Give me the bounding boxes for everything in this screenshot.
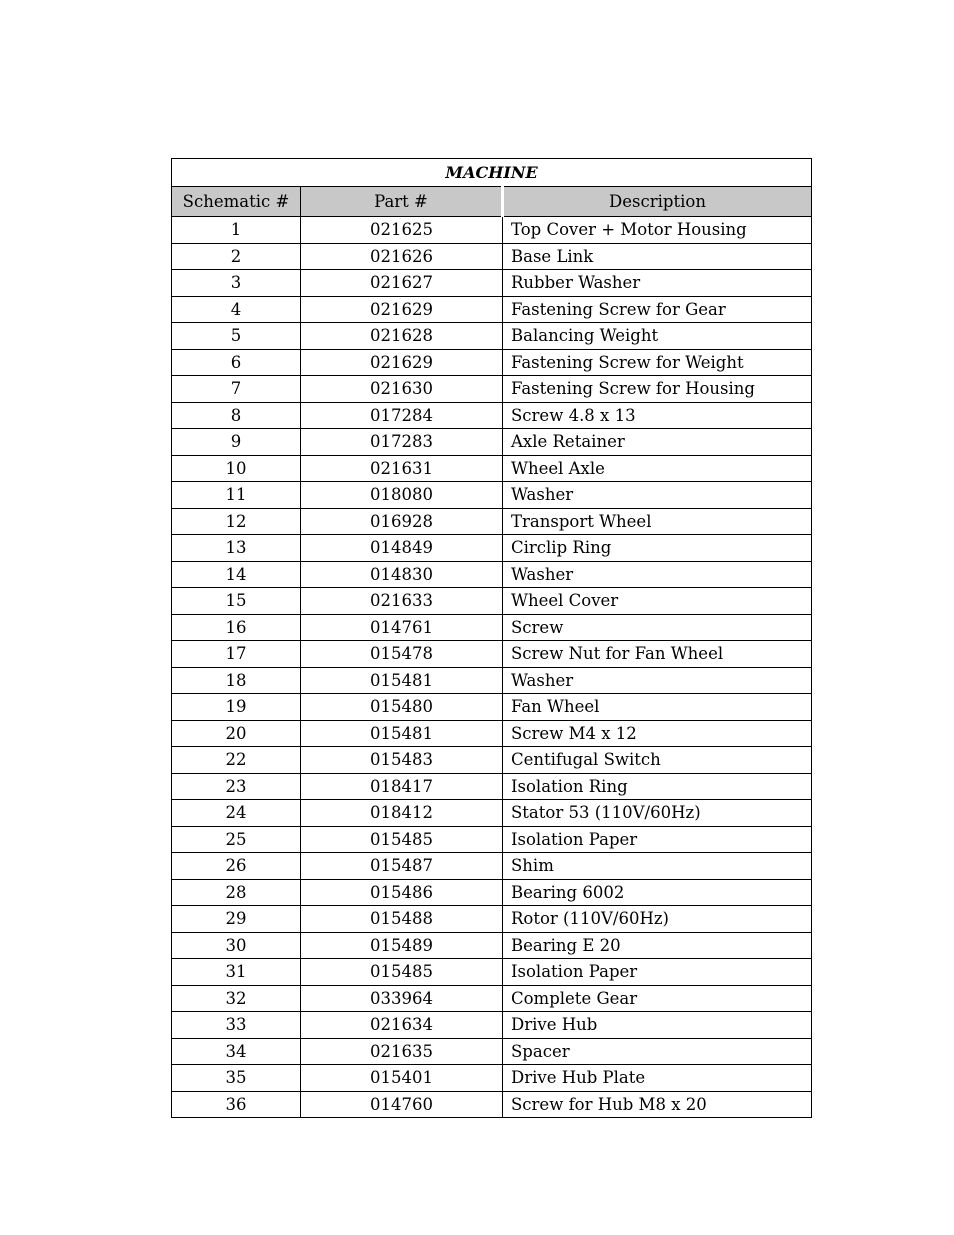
- description-cell: Bearing E 20: [503, 932, 812, 959]
- schematic-number-cell: 23: [172, 773, 301, 800]
- table-row: [172, 1012, 812, 1039]
- table-row: [172, 720, 812, 747]
- part-number-cell: 021625: [301, 217, 503, 244]
- schematic-number-cell: 5: [172, 323, 301, 350]
- description-cell: Transport Wheel: [503, 508, 812, 535]
- table-row: [172, 1065, 812, 1092]
- schematic-number-cell: 26: [172, 853, 301, 880]
- table-row: [172, 826, 812, 853]
- description-cell: Screw 4.8 x 13: [503, 402, 812, 429]
- description-cell: Isolation Ring: [503, 773, 812, 800]
- description-cell: Stator 53 (110V/60Hz): [503, 800, 812, 827]
- part-number-cell: 016928: [301, 508, 503, 535]
- description-cell: Washer: [503, 667, 812, 694]
- schematic-number-cell: 30: [172, 932, 301, 959]
- part-number-cell: 021635: [301, 1038, 503, 1065]
- part-number-cell: 017284: [301, 402, 503, 429]
- schematic-number-cell: 10: [172, 455, 301, 482]
- table-row: [172, 349, 812, 376]
- part-number-cell: 015481: [301, 667, 503, 694]
- schematic-number-cell: 22: [172, 747, 301, 774]
- description-cell: Screw for Hub M8 x 20: [503, 1091, 812, 1118]
- part-number-cell: 015489: [301, 932, 503, 959]
- schematic-number-cell: 17: [172, 641, 301, 668]
- table-row: [172, 1091, 812, 1118]
- parts-table: [171, 158, 812, 1118]
- table-row: [172, 614, 812, 641]
- table-row: [172, 879, 812, 906]
- table-row: [172, 667, 812, 694]
- table-row: [172, 482, 812, 509]
- part-number-cell: 021627: [301, 270, 503, 297]
- description-cell: Top Cover + Motor Housing: [503, 217, 812, 244]
- schematic-number-cell: 19: [172, 694, 301, 721]
- schematic-number-cell: 1: [172, 217, 301, 244]
- description-cell: Screw Nut for Fan Wheel: [503, 641, 812, 668]
- part-number-cell: 021626: [301, 243, 503, 270]
- part-number-cell: 014849: [301, 535, 503, 562]
- table-row: [172, 932, 812, 959]
- part-number-cell: 021629: [301, 349, 503, 376]
- description-cell: Fan Wheel: [503, 694, 812, 721]
- part-number-cell: 015478: [301, 641, 503, 668]
- schematic-number-cell: 3: [172, 270, 301, 297]
- part-number-cell: 017283: [301, 429, 503, 456]
- table-row: [172, 429, 812, 456]
- schematic-number-cell: 15: [172, 588, 301, 615]
- description-cell: Centifugal Switch: [503, 747, 812, 774]
- table-row: [172, 773, 812, 800]
- table-title: MACHINE: [172, 159, 812, 187]
- schematic-number-cell: 18: [172, 667, 301, 694]
- schematic-number-cell: 35: [172, 1065, 301, 1092]
- table-row: [172, 508, 812, 535]
- table-row: [172, 985, 812, 1012]
- header-description: Description: [503, 187, 812, 217]
- part-number-cell: 015486: [301, 879, 503, 906]
- description-cell: Isolation Paper: [503, 959, 812, 986]
- description-cell: Balancing Weight: [503, 323, 812, 350]
- description-cell: Shim: [503, 853, 812, 880]
- description-cell: Wheel Cover: [503, 588, 812, 615]
- schematic-number-cell: 8: [172, 402, 301, 429]
- schematic-number-cell: 32: [172, 985, 301, 1012]
- table-row: [172, 270, 812, 297]
- schematic-number-cell: 36: [172, 1091, 301, 1118]
- schematic-number-cell: 16: [172, 614, 301, 641]
- part-number-cell: 018417: [301, 773, 503, 800]
- description-cell: Rotor (110V/60Hz): [503, 906, 812, 933]
- table-row: [172, 561, 812, 588]
- schematic-number-cell: 33: [172, 1012, 301, 1039]
- table-row: [172, 800, 812, 827]
- schematic-number-cell: 7: [172, 376, 301, 403]
- schematic-number-cell: 25: [172, 826, 301, 853]
- description-cell: Screw: [503, 614, 812, 641]
- description-cell: Isolation Paper: [503, 826, 812, 853]
- part-number-cell: 021631: [301, 455, 503, 482]
- schematic-number-cell: 9: [172, 429, 301, 456]
- part-number-cell: 015483: [301, 747, 503, 774]
- schematic-number-cell: 28: [172, 879, 301, 906]
- schematic-number-cell: 13: [172, 535, 301, 562]
- table-row: [172, 1038, 812, 1065]
- table-row: [172, 376, 812, 403]
- part-number-cell: 015485: [301, 959, 503, 986]
- table-row: [172, 694, 812, 721]
- description-cell: Fastening Screw for Gear: [503, 296, 812, 323]
- description-cell: Bearing 6002: [503, 879, 812, 906]
- schematic-number-cell: 14: [172, 561, 301, 588]
- part-number-cell: 018080: [301, 482, 503, 509]
- table-header-row: [172, 187, 812, 217]
- table-row: [172, 747, 812, 774]
- part-number-cell: 015488: [301, 906, 503, 933]
- part-number-cell: 015485: [301, 826, 503, 853]
- table-row: [172, 402, 812, 429]
- table-row: [172, 296, 812, 323]
- table-row: [172, 906, 812, 933]
- schematic-number-cell: 2: [172, 243, 301, 270]
- description-cell: Fastening Screw for Housing: [503, 376, 812, 403]
- schematic-number-cell: 31: [172, 959, 301, 986]
- header-part-number: Part #: [301, 187, 503, 217]
- part-number-cell: 014830: [301, 561, 503, 588]
- part-number-cell: 014761: [301, 614, 503, 641]
- table-row: [172, 455, 812, 482]
- description-cell: Washer: [503, 482, 812, 509]
- description-cell: Washer: [503, 561, 812, 588]
- description-cell: Wheel Axle: [503, 455, 812, 482]
- schematic-number-cell: 6: [172, 349, 301, 376]
- description-cell: Drive Hub: [503, 1012, 812, 1039]
- table-row: [172, 217, 812, 244]
- part-number-cell: 015481: [301, 720, 503, 747]
- description-cell: Base Link: [503, 243, 812, 270]
- part-number-cell: 015480: [301, 694, 503, 721]
- schematic-number-cell: 20: [172, 720, 301, 747]
- schematic-number-cell: 11: [172, 482, 301, 509]
- table-row: [172, 853, 812, 880]
- part-number-cell: 015401: [301, 1065, 503, 1092]
- schematic-number-cell: 29: [172, 906, 301, 933]
- table-row: [172, 959, 812, 986]
- table-row: [172, 535, 812, 562]
- part-number-cell: 021629: [301, 296, 503, 323]
- schematic-number-cell: 24: [172, 800, 301, 827]
- part-number-cell: 014760: [301, 1091, 503, 1118]
- part-number-cell: 021628: [301, 323, 503, 350]
- schematic-number-cell: 34: [172, 1038, 301, 1065]
- table-body: [172, 217, 812, 1118]
- table-row: [172, 243, 812, 270]
- table-row: [172, 588, 812, 615]
- description-cell: Complete Gear: [503, 985, 812, 1012]
- part-number-cell: 033964: [301, 985, 503, 1012]
- description-cell: Rubber Washer: [503, 270, 812, 297]
- part-number-cell: 015487: [301, 853, 503, 880]
- description-cell: Circlip Ring: [503, 535, 812, 562]
- description-cell: Axle Retainer: [503, 429, 812, 456]
- description-cell: Spacer: [503, 1038, 812, 1065]
- table-row: [172, 641, 812, 668]
- header-schematic-number: Schematic #: [172, 187, 301, 217]
- table-title-row: [172, 159, 812, 187]
- description-cell: Drive Hub Plate: [503, 1065, 812, 1092]
- description-cell: Fastening Screw for Weight: [503, 349, 812, 376]
- schematic-number-cell: 4: [172, 296, 301, 323]
- part-number-cell: 021633: [301, 588, 503, 615]
- table-row: [172, 323, 812, 350]
- part-number-cell: 021630: [301, 376, 503, 403]
- part-number-cell: 018412: [301, 800, 503, 827]
- part-number-cell: 021634: [301, 1012, 503, 1039]
- description-cell: Screw M4 x 12: [503, 720, 812, 747]
- schematic-number-cell: 12: [172, 508, 301, 535]
